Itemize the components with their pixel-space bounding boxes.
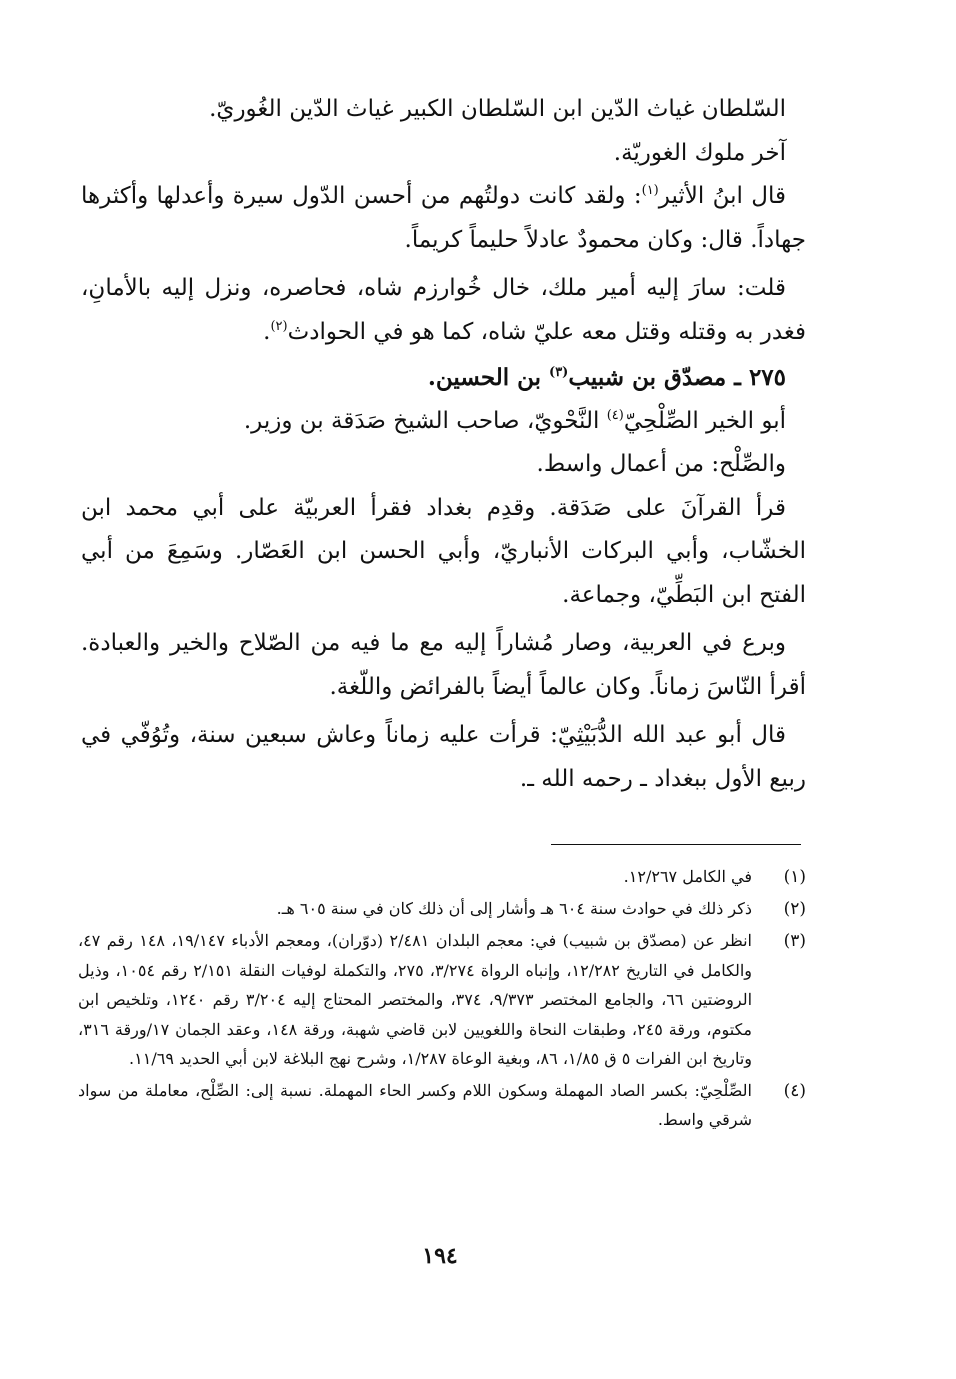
footnote-number: (١) bbox=[783, 867, 806, 887]
text-segment: أبو الخير الصِّلْحِيّ bbox=[623, 407, 786, 434]
text-segment: قال ابنُ الأثير bbox=[658, 183, 786, 209]
paragraph-bara: وبرع في العربية، وصار مُشاراً إليه مع ما فيه من الصّلاح والخير والعبادة. أقرأ النّاسَ زماناً. وكان عالماً أيضاً بالفرائض واللّغة. bbox=[81, 630, 806, 700]
footnote-number: (٣) bbox=[783, 931, 806, 951]
footnote-divider bbox=[551, 844, 801, 845]
footnote-ref-3[interactable]: (٣) bbox=[549, 365, 569, 380]
paragraph-kunya bbox=[81, 400, 806, 444]
text-segment: قلت: سارَ إليه أمير ملك، خال خُوارزم شاه، فحاصره، ونزل إليه بالأمانِ، فغدر به وقتله وقتل معه عليّ شاه، كما هو في الحوادث bbox=[81, 275, 806, 345]
footnote-number: (٤) bbox=[783, 1080, 806, 1101]
paragraph-ibn-athir bbox=[81, 175, 806, 262]
line-last-kings: آخر ملوك الغوريّة. bbox=[613, 139, 786, 166]
footnote-number: (٢) bbox=[783, 899, 806, 919]
text-segment: بن الحسين. bbox=[427, 364, 550, 391]
footnote-item bbox=[78, 894, 806, 924]
footnote-ref-4[interactable]: (٤) bbox=[606, 407, 624, 423]
text-segment: : ولقد كانت دولتُهم من أحسن الدّول سيرة وأعدلها وأكثرها جهاداً. قال: وكان محمودٌ عادلاً حليماً كريماً. bbox=[81, 183, 806, 253]
paragraph-qultu bbox=[81, 267, 806, 354]
paragraph-wasit: والصِّلْح: من أعمال واسط. bbox=[536, 451, 786, 477]
main-text bbox=[81, 88, 806, 801]
footnote-ref-1[interactable]: (١) bbox=[641, 183, 659, 198]
text-segment: النَّحْويّ، صاحب الشيخ صَدَقة بن وزير. bbox=[243, 407, 607, 434]
footnote-text: الصِّلْحِيّ: بكسر الصاد المهملة وسكون اللام وكسر الحاء المهملة. نسبة إلى: الصِّلْح، معاملة من سواد شرقي واسط. bbox=[78, 1080, 752, 1129]
page-number: ١٩٤ bbox=[422, 1243, 458, 1269]
paragraph-qaraa: قرأ القرآنَ على صَدَقة. وقدِم بغداد فقرأ العربيّة على أبي محمد ابن الخشّاب، وأبي البركات الأنباريّ، وأبي الحسن ابن العَصّار. وسَمِعَ من أبي الفتح ابن البَطِّيّ، وجماعة. bbox=[81, 494, 806, 608]
footnotes bbox=[78, 862, 806, 1137]
footnote-ref-2[interactable]: (٢) bbox=[270, 318, 288, 334]
text-segment: ٢٧٥ ـ مصدّق بن شبيب bbox=[568, 364, 786, 391]
footnote-item bbox=[78, 862, 806, 892]
entry-heading bbox=[81, 356, 806, 400]
paragraph-dubaythi: قال أبو عبد الله الدُّبَيْثِيّ: قرأت عليه زماناً وعاش سبعين سنة، وتُوُفّي في ربيع الأول ببغداد ـ رحمه الله ـ. bbox=[81, 722, 806, 792]
footnote-text: ذكر ذلك في حوادث سنة ٦٠٤ هـ وأشار إلى أن ذلك كان في سنة ٦٠٥ هـ. bbox=[276, 899, 752, 918]
line-sultan: السّلطان غياث الدّين ابن السّلطان الكبير غياث الدّين الغُوريّ. bbox=[209, 96, 786, 122]
footnote-item bbox=[78, 926, 806, 1074]
text-segment: . bbox=[263, 318, 271, 345]
footnote-item bbox=[78, 1076, 806, 1135]
footnote-text: في الكامل ١٢/٢٦٧. bbox=[623, 867, 752, 886]
footnote-text: انظر عن (مصدّق بن شبيب) في: معجم البلدان ٢/٤٨١ (دوّران)، ومعجم الأدباء ١٩/١٤٧، ١٤٨ رقم ٤٧، والكامل في التاريخ ١٢/٢٨٢، وإنباه الرواة ٣/٢٧٤، ٢٧٥، والتكملة لوفيات النقلة ٢/١٥١ رقم ١٠٥٤، وذيل الروضتين ٦٦، والجامع المختصر ٩/٣٧٣، ٣٧٤، والمختصر المحتاج إليه ٣/٢٠٤ رقم ١٢٤٠، وتلخيص ابن مكتوم، ورقة ٢٤٥، وطبقات النحاة واللغويين لابن قاضي شهبة، ورقة ١٤٨، وعقد الجمان ١٧/ورقة ٣١٦، وتاريخ ابن الفرات ٥ ق ١/٨٥، ٨٦، وبغية الوعاة ١/٢٨٧، وشرح نهج البلاغة لابن أبي الحديد ١١/٦٩. bbox=[78, 931, 753, 1068]
